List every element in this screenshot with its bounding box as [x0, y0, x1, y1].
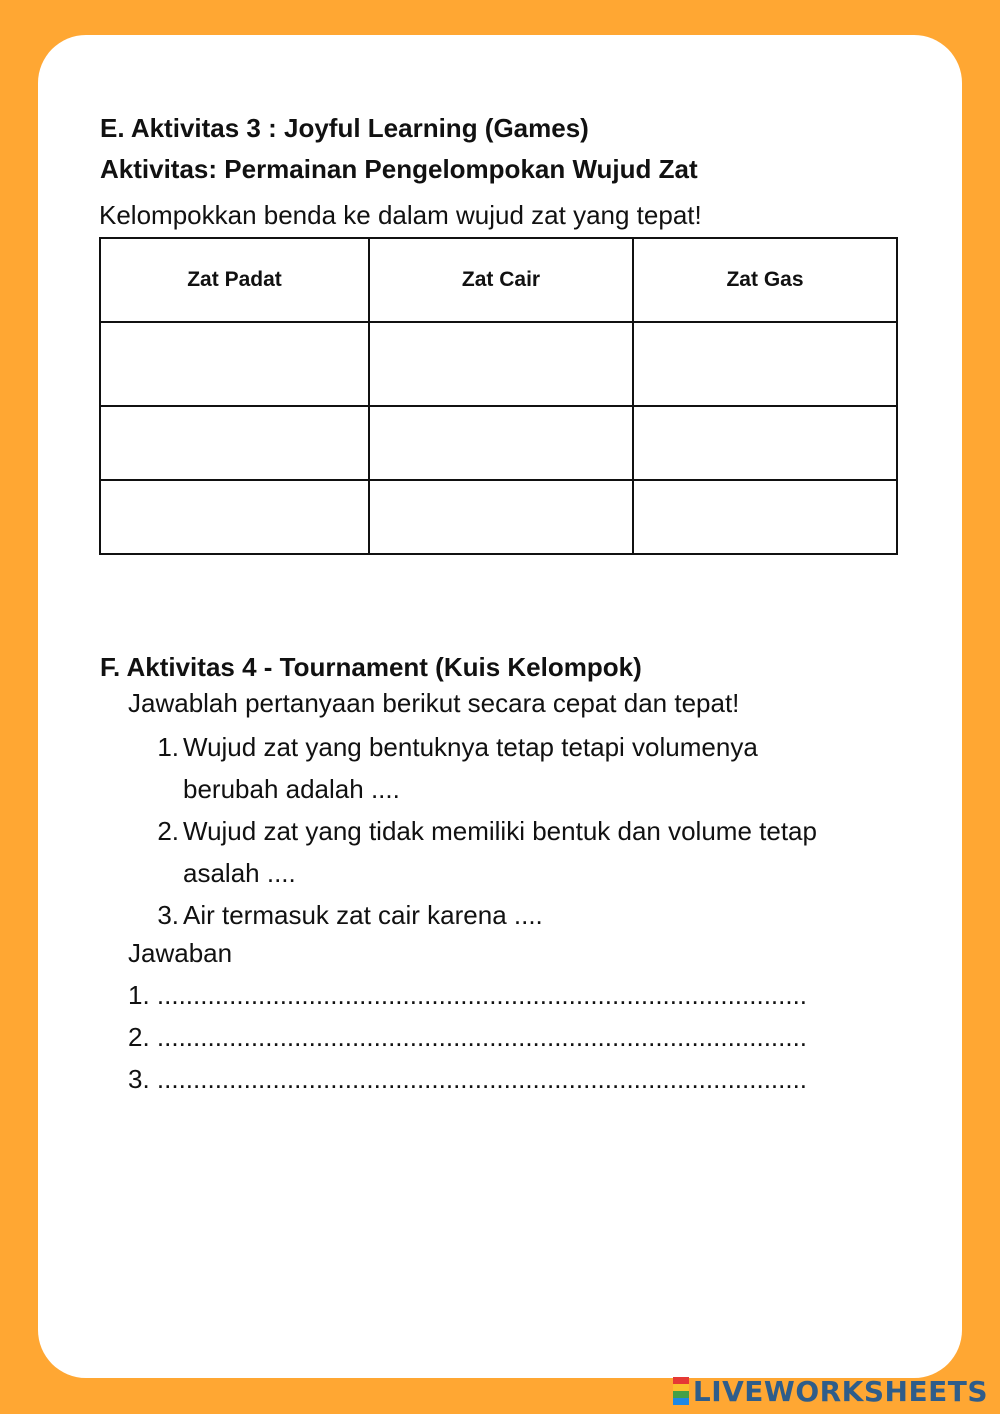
table-row	[100, 406, 897, 480]
brand-name: LIVEWORKSHEETS	[692, 1374, 988, 1408]
section-f-instruction: Jawablah pertanyaan berikut secara cepat dan tepat!	[128, 688, 740, 718]
drop-cell-gas[interactable]	[633, 480, 897, 554]
question-item	[135, 894, 905, 936]
answer-label: Jawaban	[128, 938, 233, 968]
states-of-matter-table	[99, 237, 898, 555]
drop-cell-cair[interactable]	[369, 480, 633, 554]
question-item	[135, 726, 905, 810]
question-list	[135, 726, 905, 936]
answer-line-2[interactable]: 2. ..........................................................................................	[128, 1022, 808, 1052]
section-e-title: E. Aktivitas 3 : Joyful Learning (Games)	[100, 113, 589, 143]
question-text: Air termasuk zat cair karena ....	[183, 900, 543, 930]
section-e-instruction: Kelompokkan benda ke dalam wujud zat yang tepat!	[99, 200, 702, 230]
question-text: Wujud zat yang tidak memiliki bentuk dan volume tetap	[183, 816, 817, 846]
question-number: 2.	[157, 816, 179, 846]
table-header-row	[100, 238, 897, 322]
liveworksheets-brand	[673, 1374, 988, 1408]
question-number: 1.	[157, 732, 179, 762]
table-row	[100, 480, 897, 554]
question-text-cont: asalah ....	[183, 858, 296, 888]
drop-cell-cair[interactable]	[369, 406, 633, 480]
drop-cell-padat[interactable]	[100, 322, 369, 406]
answer-line-3[interactable]: 3. ..........................................................................................	[128, 1064, 808, 1094]
table-row	[100, 322, 897, 406]
drop-cell-cair[interactable]	[369, 322, 633, 406]
header-zat-padat: Zat Padat	[100, 238, 369, 322]
question-number: 3.	[157, 900, 179, 930]
drop-cell-gas[interactable]	[633, 406, 897, 480]
header-zat-gas: Zat Gas	[633, 238, 897, 322]
drop-cell-gas[interactable]	[633, 322, 897, 406]
liveworksheets-logo-icon	[673, 1377, 689, 1405]
header-zat-cair: Zat Cair	[369, 238, 633, 322]
drop-cell-padat[interactable]	[100, 406, 369, 480]
answer-line-1[interactable]: 1. ..........................................................................................	[128, 980, 808, 1010]
question-text-cont: berubah adalah ....	[183, 774, 400, 804]
question-text: Wujud zat yang bentuknya tetap tetapi volumenya	[183, 732, 758, 762]
drop-cell-padat[interactable]	[100, 480, 369, 554]
section-f-title: F. Aktivitas 4 - Tournament (Kuis Kelompok)	[100, 652, 642, 682]
section-e-subtitle: Aktivitas: Permainan Pengelompokan Wujud Zat	[100, 154, 698, 184]
question-item	[135, 810, 905, 894]
